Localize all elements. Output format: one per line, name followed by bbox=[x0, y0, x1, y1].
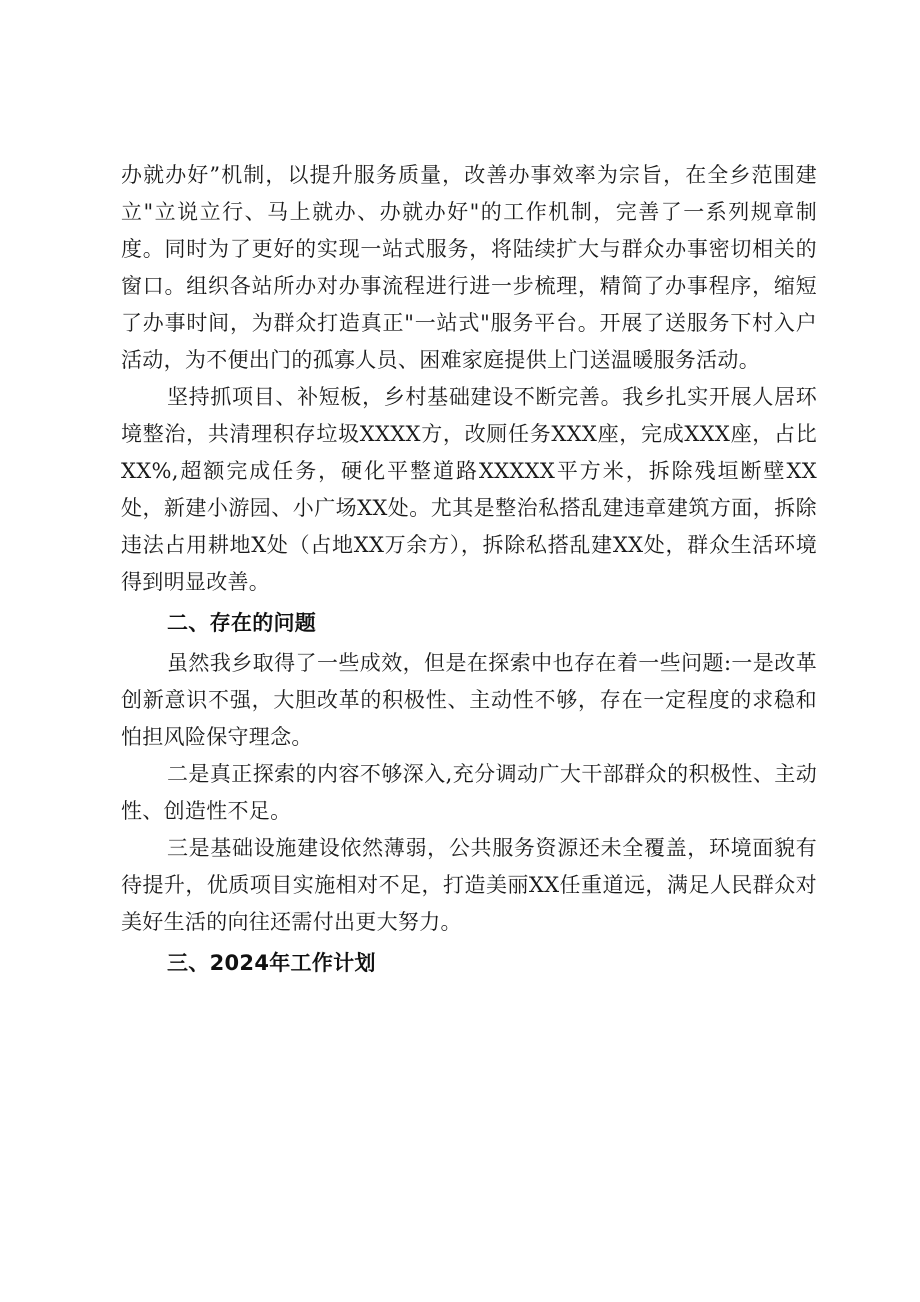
section-heading-work-plan: 三、2024年工作计划 bbox=[167, 951, 376, 975]
paragraph-service-mechanism: 办就办好”机制，以提升服务质量，改善办事效率为宗旨，在全乡范围建立"立说立行、马上就办、办就办好"的工作机制，完善了一系列规章制度。同时为了更好的实现一站式服务，将陆续扩大与群众办事密切相关的窗口。组织各站所办对办事流程进行进一步梳理，精简了办事程序，缩短了办事时间，为群众打造真正"一站式"服务平台。开展了送服务下村入户活动，为不便出门的孤寡人员、困难家庭提供上门送温暖服务活动。 bbox=[121, 163, 817, 372]
paragraph-problem-three: 三是基础设施建设依然薄弱，公共服务资源还未全覆盖，环境面貌有待提升，优质项目实施相对不足，打造美丽XX任重道远，满足人民群众对美好生活的向往还需付出更大努力。 bbox=[121, 836, 817, 934]
paragraph-infrastructure: 坚持抓项目、补短板，乡村基础建设不断完善。我乡扎实开展人居环境整治，共清理积存垃圾XXXX方，改厕任务XXX座，完成XXX座，占比XX%,超额完成任务，硬化平整道路XXXXX平方米，拆除残垣断壁XX处，新建小游园、小广场XX处。尤其是整治私搭乱建违章建筑方面，拆除违法占用耕地X处（占地XX万余方），拆除私搭乱建XX处，群众生活环境得到明显改善。 bbox=[121, 385, 817, 594]
paragraph-problem-one: 虽然我乡取得了一些成效，但是在探索中也存在着一些问题:一是改革创新意识不强，大胆改革的积极性、主动性不够，存在一定程度的求稳和怕担风险保守理念。 bbox=[121, 651, 817, 749]
paragraph-problem-two: 二是真正探索的内容不够深入,充分调动广大干部群众的积极性、主动性、创造性不足。 bbox=[121, 762, 817, 823]
document-body bbox=[121, 157, 817, 985]
section-heading-problems: 二、存在的问题 bbox=[167, 611, 317, 635]
